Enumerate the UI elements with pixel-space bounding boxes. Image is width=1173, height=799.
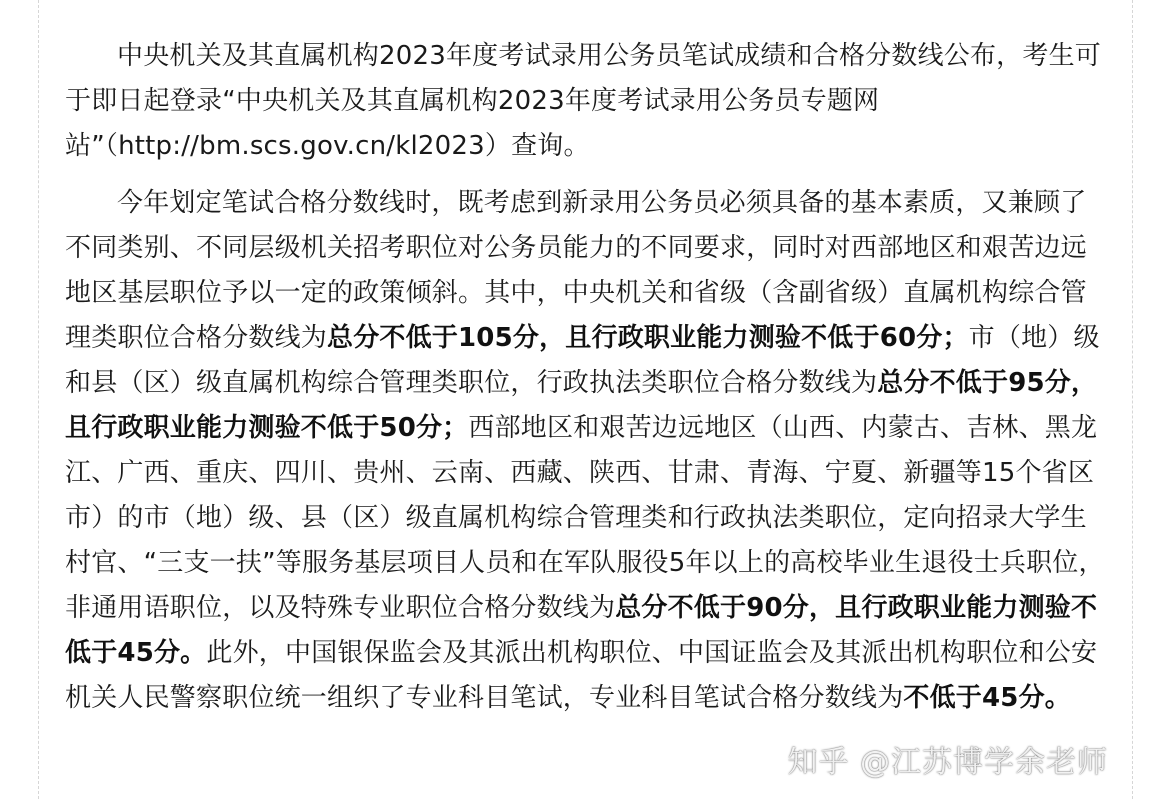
city-county-score-line: 总分不低于95分，且行政职业能力测验不低于50分； xyxy=(65,368,1098,443)
policy-text-3: 西部地区和艰苦边远地区（山西、内蒙古、吉林、黑龙江、广西、重庆、四川、贵州、云南、西藏、陕西、甘肃、青海、宁夏、新疆等15个省区市）的市（地）级、县（区）级直属机构综合管理类和行政执法类职位，定向招录大学生村官、“三支一扶”等服务基层项目人员和在军队服役5年以上的高校毕业生退役士兵职位，非通用语职位，以及特殊专业职位合格分数线为 xyxy=(65,413,1105,623)
western-region-score-line: 总分不低于90分，且行政职业能力测验不低于45分。 xyxy=(65,593,1098,668)
article-body xyxy=(65,34,1105,733)
paragraph-score-lines xyxy=(65,181,1105,721)
policy-text-2: 市（地）级和县（区）级直属机构综合管理类职位，行政执法类职位合格分数线为 xyxy=(65,323,1100,398)
document-page xyxy=(38,0,1133,799)
paragraph-announcement xyxy=(65,34,1105,169)
zhihu-watermark: 知乎 @江苏博学余老师 xyxy=(787,745,1108,780)
announcement-text: 中央机关及其直属机构2023年度考试录用公务员笔试成绩和合格分数线公布，考生可于即日起登录“中央机关及其直属机构2023年度考试录用公务员专题网站”（http://bm.scs.gov.cn/kl2023）查询。 xyxy=(65,41,1101,161)
policy-text-4: 此外，中国银保监会及其派出机构职位、中国证监会及其派出机构职位和公安机关人民警察职位统一组织了专业科目笔试，专业科目笔试合格分数线为 xyxy=(65,638,1098,713)
professional-subject-score-line: 不低于45分。 xyxy=(903,683,1071,713)
policy-text-1: 今年划定笔试合格分数线时，既考虑到新录用公务员必须具备的基本素质，又兼顾了不同类别、不同层级机关招考职位对公务员能力的不同要求，同时对西部地区和艰苦边远地区基层职位予以一定的政策倾斜。其中，中央机关和省级（含副省级）直属机构综合管理类职位合格分数线为 xyxy=(65,188,1087,353)
central-score-line: 总分不低于105分，且行政职业能力测验不低于60分； xyxy=(327,323,969,353)
